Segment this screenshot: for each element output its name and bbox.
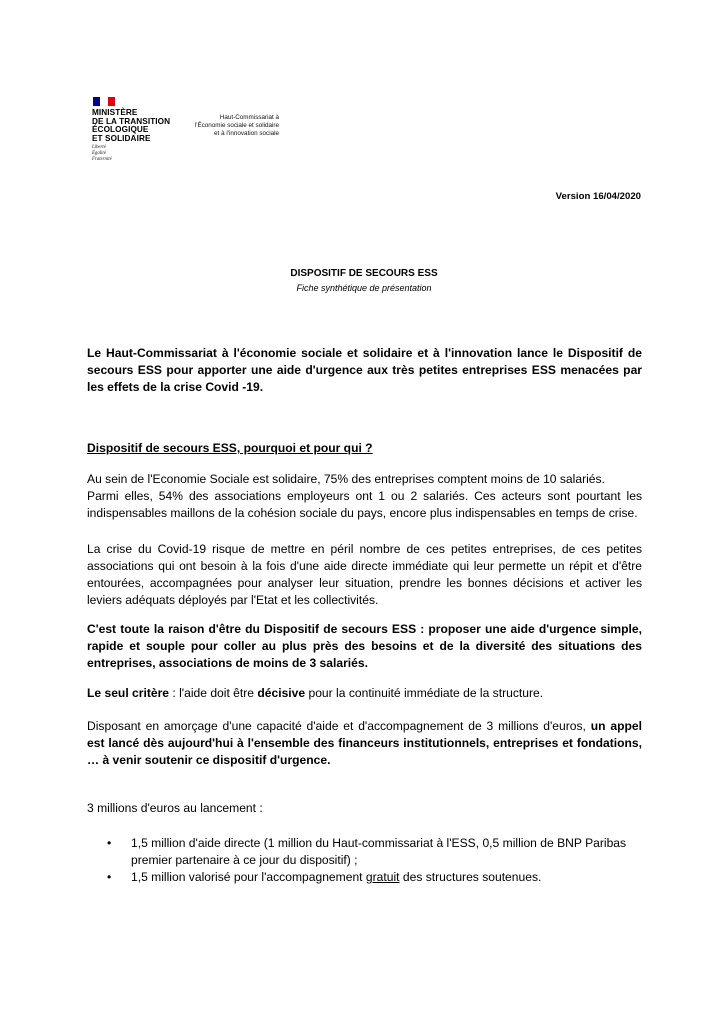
haut-commissariat-label: Haut-Commissariat à l'Économie sociale et solidaire et à l'innovation sociale [194, 114, 279, 137]
ministry-name: MINISTÈRE DE LA TRANSITION ÉCOLOGIQUE ET SOLIDAIRE [92, 108, 171, 143]
bullet-icon: • [107, 836, 112, 850]
criterion-emphasis: décisive [257, 686, 306, 700]
ministry-logo [92, 97, 188, 162]
criterion-label: Le seul critère [87, 686, 170, 700]
republic-motto: Liberté Égalité Fraternité [92, 145, 112, 162]
paragraph-context [87, 471, 642, 522]
list-item: • 1,5 million valorisé pour l'accompagnement gratuit des structures soutenues. [107, 870, 542, 884]
paragraph-context-rest: Parmi elles, 54% des associations employeurs ont 1 ou 2 salariés. Ces acteurs sont pourtant les indispensables maillons de la cohésion sociale du pays, encore plus indispensables en temps de crise. [87, 489, 642, 520]
paragraph-crisis: La crise du Covid-19 risque de mettre en péril nombre de ces petites entreprises, de ces petites associations qui ont besoin à la fois d'une aide directe immédiate qui leur permette un répit et d'être entourées, accompagnées pour analyser leur situation, prendre les bonnes décisions et activer les leviers adéquats déployés par l'Etat et les collectivités. [87, 542, 642, 607]
funding-list [107, 835, 647, 886]
bullet-icon: • [107, 870, 112, 884]
document-title: DISPOSITIF DE SECOURS ESS [290, 268, 438, 279]
french-flag-icon [93, 97, 115, 106]
paragraph-appeal: Disposant en amorçage d'une capacité d'aide et d'accompagnement de 3 millions d'euros, un appel est lancé dès aujourd'hui à l'ensemble des financeurs institutionnels, entreprises et fondations, … à venir soutenir ce dispositif d'urgence. [87, 719, 642, 767]
list-item: • 1,5 million d'aide directe (1 million du Haut-commissariat à l'ESS, 0,5 million de BNP Paribas premier partenaire à ce jour du dispositif) ; [107, 836, 627, 867]
appeal-emphasis: un appel est lancé dès aujourd'hui à l'ensemble des financeurs institutionnels, entreprises et fondations, … à venir soutenir ce dispositif d'urgence. [87, 719, 642, 767]
paragraph-context-line1: Au sein de l'Economie Sociale est solidaire, 75% des entreprises comptent moins de 10 salariés. [87, 472, 605, 486]
intro-paragraph: Le Haut-Commissariat à l'économie sociale et solidaire et à l'innovation lance le Dispositif de secours ESS pour apporter une aide d'urgence aux très petites entreprises ESS menacées par les effets de la crise Covid -19. [87, 346, 642, 394]
paragraph-purpose: C'est toute la raison d'être du Dispositif de secours ESS : proposer une aide d'urgence simple, rapide et souple pour coller au plus près des besoins et de la diversité des situations des entreprises, associations de moins de 3 salariés. [87, 622, 642, 670]
document-subtitle: Fiche synthétique de présentation [296, 283, 432, 293]
section-heading: Dispositif de secours ESS, pourquoi et pour qui ? [87, 441, 373, 455]
version-date: Version 16/04/2020 [555, 191, 641, 202]
underlined-word: gratuit [365, 870, 400, 884]
paragraph-funding-intro: 3 millions d'euros au lancement : [87, 801, 263, 815]
paragraph-criterion: Le seul critère : l'aide doit être décisive pour la continuité immédiate de la structure. [87, 686, 544, 700]
